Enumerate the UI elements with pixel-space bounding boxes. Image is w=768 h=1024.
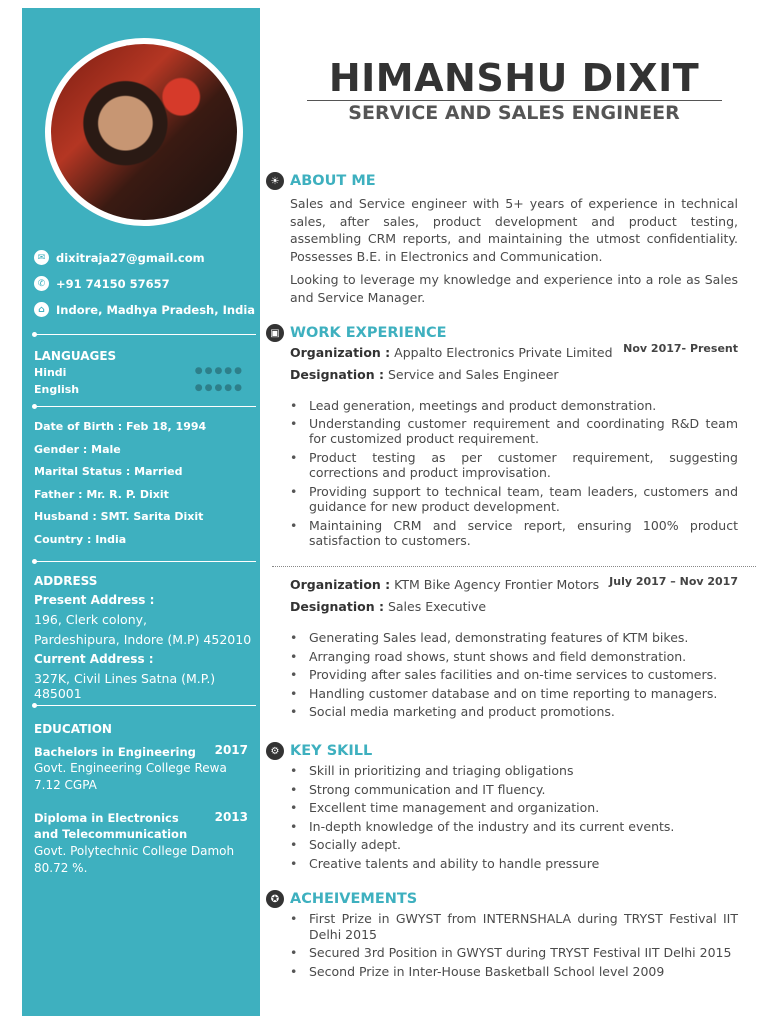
achievements-title: ACHEIVEMENTS: [290, 891, 418, 907]
language-row: [34, 383, 244, 396]
email-text: dixitraja27@gmail.com: [56, 250, 205, 265]
gear-head-icon: ⚙: [266, 742, 284, 760]
briefcase-icon: ▣: [266, 324, 284, 342]
skills-title: KEY SKILL: [290, 743, 373, 759]
designation-label: Designation :: [290, 599, 384, 614]
phone-text: +91 74150 57657: [56, 276, 170, 291]
award-icon: ✪: [266, 890, 284, 908]
job-organization: [290, 345, 613, 360]
list-item: • Socially adept.: [290, 837, 738, 853]
list-item: • Handling customer database and on time reporting to managers.: [290, 686, 738, 702]
organization-value: Appalto Electronics Private Limited: [394, 345, 613, 360]
sidebar-divider: [34, 561, 256, 562]
achievements-header: [266, 890, 417, 908]
list-item: • In-depth knowledge of the industry and its current events.: [290, 819, 738, 835]
language-name: English: [34, 383, 80, 396]
sidebar-divider: [34, 406, 256, 407]
personal-country: Country : India: [34, 533, 127, 546]
list-item: • Providing after sales facilities and on-time services to customers.: [290, 667, 738, 683]
list-item: • Providing support to technical team, team leaders, customers and guidance for new product development.: [290, 484, 738, 515]
job-organization: [290, 577, 599, 592]
skills-header: [266, 742, 372, 760]
personal-marital: Marital Status : Married: [34, 465, 183, 478]
education-score: 80.72 %.: [34, 861, 88, 875]
list-item: • Social media marketing and product promotions.: [290, 704, 738, 720]
profile-photo-image: [51, 44, 237, 220]
list-item: • Second Prize in Inter-House Basketball School level 2009: [290, 964, 738, 980]
designation-label: Designation :: [290, 367, 384, 382]
address-title: ADDRESS: [34, 574, 98, 588]
education-degree: Bachelors in Engineering: [34, 745, 196, 759]
job-dates: Nov 2017- Present: [623, 342, 738, 355]
list-item: • Skill in prioritizing and triaging obligations: [290, 763, 738, 779]
languages-title: LANGUAGES: [34, 349, 117, 363]
personal-dob: Date of Birth : Feb 18, 1994: [34, 420, 207, 433]
work-title: WORK EXPERIENCE: [290, 325, 447, 341]
job-divider: [272, 566, 756, 567]
language-row: [34, 366, 244, 379]
job-dates: July 2017 – Nov 2017: [609, 575, 738, 588]
list-item: • Product testing as per customer requirement, suggesting corrections and product improvisation.: [290, 450, 738, 481]
education-year: 2013: [214, 810, 248, 824]
personal-gender: Gender : Male: [34, 443, 121, 456]
contact-phone[interactable]: [34, 276, 170, 291]
home-icon: ⌂: [34, 302, 49, 317]
language-name: Hindi: [34, 366, 67, 379]
current-address-line: 327K, Civil Lines Satna (M.P.) 485001: [34, 671, 216, 701]
contact-location: [34, 302, 255, 317]
list-item: • Maintaining CRM and service report, ensuring 100% product satisfaction to customers.: [290, 518, 738, 549]
present-address-line: 196, Clerk colony,: [34, 612, 147, 627]
contact-email[interactable]: [34, 250, 205, 265]
about-paragraph: Looking to leverage my knowledge and experience into a role as Sales and Service Manager.: [290, 272, 738, 305]
phone-icon: ✆: [34, 276, 49, 291]
language-rating: ●●●●●: [194, 383, 244, 393]
present-address-label: Present Address :: [34, 593, 155, 607]
list-item: • Secured 3rd Position in GWYST during TRYST Festival IIT Delhi 2015: [290, 945, 738, 961]
achievements-list: [290, 911, 738, 979]
organization-value: KTM Bike Agency Frontier Motors: [394, 577, 600, 592]
education-institution: Govt. Polytechnic College Damoh: [34, 844, 235, 858]
education-score: 7.12 CGPA: [34, 778, 97, 792]
name-underline: [307, 100, 722, 101]
education-title: EDUCATION: [34, 722, 112, 736]
candidate-title: SERVICE AND SALES ENGINEER: [348, 102, 680, 124]
skills-list: [290, 763, 738, 871]
education-degree: Diploma in Electronics and Telecommunication: [34, 811, 188, 841]
list-item: • Excellent time management and organization.: [290, 800, 738, 816]
organization-label: Organization :: [290, 577, 391, 592]
current-address-label: Current Address :: [34, 652, 154, 666]
designation-value: Sales Executive: [387, 599, 487, 614]
about-paragraph: Sales and Service engineer with 5+ years of experience in technical sales, after sales, product development and product testing, assembling CRM reports, and maintaining the utmost confidentiality. Possesses B.E. in Electronics and Communication.: [290, 196, 738, 264]
list-item: • Arranging road shows, stunt shows and field demonstration.: [290, 649, 738, 665]
sidebar-divider: [34, 334, 256, 335]
location-text: Indore, Madhya Pradesh, India: [56, 302, 256, 317]
language-rating: ●●●●●: [194, 366, 244, 376]
job-duties-list: [290, 630, 738, 720]
work-header: [266, 324, 447, 342]
lightbulb-icon: ☀: [266, 172, 284, 190]
list-item: • Strong communication and IT fluency.: [290, 782, 738, 798]
about-title: ABOUT ME: [290, 173, 376, 189]
education-institution: Govt. Engineering College Rewa: [34, 761, 227, 775]
personal-father: Father : Mr. R. P. Dixit: [34, 488, 169, 501]
list-item: • Generating Sales lead, demonstrating features of KTM bikes.: [290, 630, 738, 646]
job-designation: [290, 367, 559, 382]
list-item: • Understanding customer requirement and coordinating R&D team for customized product requirement.: [290, 416, 738, 447]
present-address-line: Pardeshipura, Indore (M.P) 452010: [34, 632, 252, 647]
job-designation: [290, 599, 486, 614]
list-item: • First Prize in GWYST from INTERNSHALA during TRYST Festival IIT Delhi 2015: [290, 911, 738, 942]
job-duties-list: [290, 398, 738, 549]
profile-photo: [45, 38, 243, 226]
education-year: 2017: [214, 743, 248, 757]
sidebar-divider: [34, 705, 256, 706]
designation-value: Service and Sales Engineer: [387, 367, 559, 382]
organization-label: Organization :: [290, 345, 391, 360]
list-item: • Lead generation, meetings and product demonstration.: [290, 398, 738, 414]
envelope-icon: ✉: [34, 250, 49, 265]
candidate-name: HIMANSHU DIXIT: [328, 56, 700, 100]
sidebar: [22, 8, 260, 1016]
list-item: • Creative talents and ability to handle pressure: [290, 856, 738, 872]
about-header: [266, 172, 376, 190]
personal-husband: Husband : SMT. Sarita Dixit: [34, 510, 204, 523]
